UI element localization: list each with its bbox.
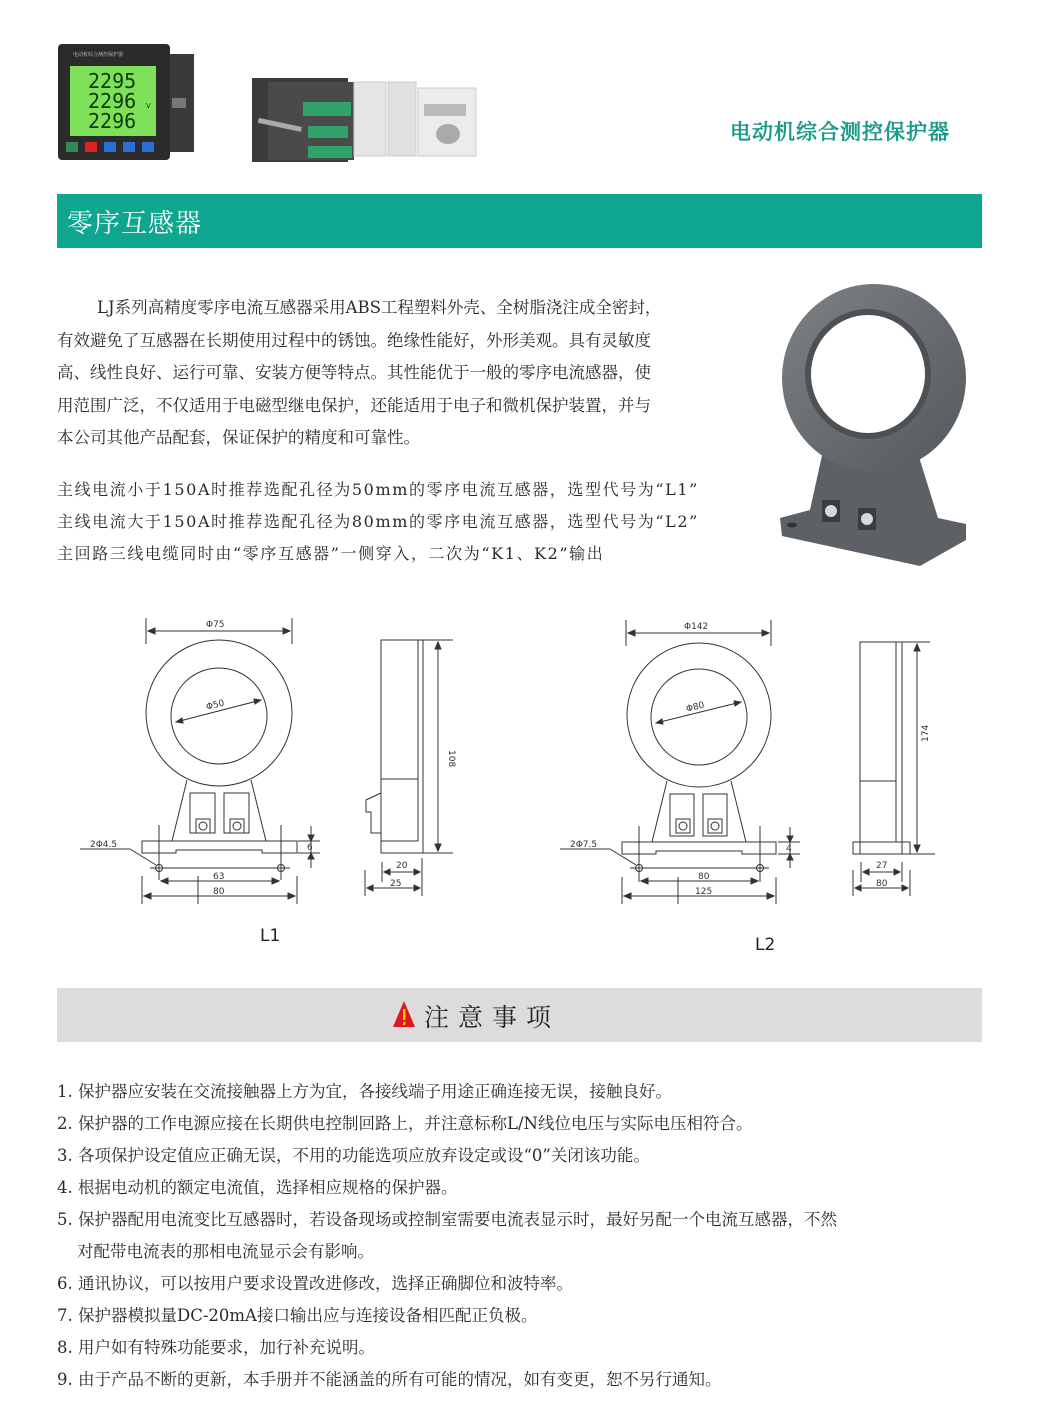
svg-text:174: 174 (921, 724, 931, 742)
svg-text:27: 27 (876, 861, 888, 871)
svg-text:2Φ7.5: 2Φ7.5 (570, 840, 598, 850)
notice-item-continuation: 对配带电流表的那相电流显示会有影响。 (77, 1242, 374, 1261)
notice-item: 3. 各项保护设定值应正确无误，不用的功能选项应放弃设定或设“0”关闭该功能。 (57, 1146, 650, 1165)
intro-line: 高、线性良好、运行可靠、安装方便等特点。其性能优于一般的零序电流感器，使 (57, 363, 651, 382)
svg-text:108: 108 (446, 750, 456, 768)
selection-line: 主回路三线电缆同时由“零序互感器”一侧穿入，二次为“K1、K2”输出 (57, 544, 605, 563)
notice-item: 2. 保护器的工作电源应接在长期供电控制回路上，并注意标称L/N线位电压与实际电压相符合。 (57, 1114, 753, 1133)
notice-item: 9. 由于产品不断的更新，本手册并不能涵盖的所有可能的情况，如有变更，恕不另行通知。 (57, 1370, 722, 1389)
section-header-band (57, 194, 982, 248)
notice-header-band (57, 988, 982, 1042)
svg-text:125: 125 (695, 887, 713, 897)
dimension-drawing-l2 (550, 600, 970, 960)
svg-text:6: 6 (307, 843, 313, 853)
intro-line: 本公司其他产品配套，保证保护的精度和可靠性。 (57, 428, 420, 447)
selection-line: 主线电流大于150A时推荐选配孔径为80mm的零序电流互感器，选型代号为“L2” (57, 512, 699, 531)
notice-item: 4. 根据电动机的额定电流值，选择相应规格的保护器。 (57, 1178, 458, 1197)
svg-text:4: 4 (786, 844, 792, 854)
svg-text:20: 20 (396, 861, 408, 871)
intro-paragraph (57, 292, 752, 455)
svg-text:2Φ4.5: 2Φ4.5 (90, 840, 118, 850)
svg-text:80: 80 (213, 887, 225, 897)
notice-list (57, 1076, 987, 1396)
selection-line: 主线电流小于150A时推荐选配孔径为50mm的零序电流互感器，选型代号为“L1” (57, 480, 699, 499)
product-category-title: 电动机综合测控保护器 (730, 120, 950, 144)
svg-text:Φ75: Φ75 (206, 620, 225, 630)
lcd-line-3: 2296 (88, 109, 137, 133)
svg-text:80: 80 (876, 879, 888, 889)
svg-text:V: V (146, 102, 151, 110)
notice-item: 1. 保护器应安装在交流接触器上方为宜，各接线端子用途正确连接无误，接触良好。 (57, 1082, 672, 1101)
notice-item: 6. 通讯协议，可以按用户要求设置改进修改，选择正确脚位和波特率。 (57, 1274, 573, 1293)
selection-guide (57, 474, 757, 570)
intro-line: LJ系列高精度零序电流互感器采用ABS工程塑料外壳、全树脂浇注成全密封， (97, 298, 662, 317)
zero-sequence-ct-photo (770, 278, 980, 578)
notice-item: 7. 保护器模拟量DC-20mA接口输出应与连接设备相匹配正负极。 (57, 1306, 538, 1325)
svg-text:25: 25 (390, 879, 402, 889)
svg-text:80: 80 (698, 872, 710, 882)
section-title: 零序互感器 (67, 209, 203, 239)
svg-text:Φ50: Φ50 (205, 698, 226, 713)
dimension-drawing-l1 (70, 600, 490, 960)
protector-rear-and-ct-photo (248, 64, 478, 164)
intro-line: 用范围广泛，不仅适用于电磁型继电保护，还能适用于电子和微机保护装置，并与 (57, 395, 651, 415)
lcd-line-1: 2295 (88, 69, 137, 93)
notice-item: 5. 保护器配用电流变比互感器时，若设备现场或控制室需要电流表显示时，最好另配一个电流互感器，不然 (57, 1210, 837, 1229)
svg-text:Φ80: Φ80 (685, 700, 706, 715)
svg-text:63: 63 (213, 872, 225, 882)
warning-triangle-icon (392, 1000, 416, 1032)
drawing-label-l1: L1 (260, 926, 281, 946)
drawing-label-l2: L2 (755, 935, 776, 955)
svg-text:电动机综合测控保护器: 电动机综合测控保护器 (73, 52, 124, 58)
intro-line: 有效避免了互感器在长期使用过程中的锈蚀。绝缘性能好，外形美观。具有灵敏度 (57, 330, 651, 350)
svg-text:Φ142: Φ142 (684, 622, 709, 632)
lcd-line-2: 2296 (88, 89, 137, 113)
notice-title: 注意事项 (424, 1003, 561, 1032)
notice-item: 8. 用户如有特殊功能要求，加行补充说明。 (57, 1338, 375, 1357)
protector-front-photo (58, 42, 196, 164)
